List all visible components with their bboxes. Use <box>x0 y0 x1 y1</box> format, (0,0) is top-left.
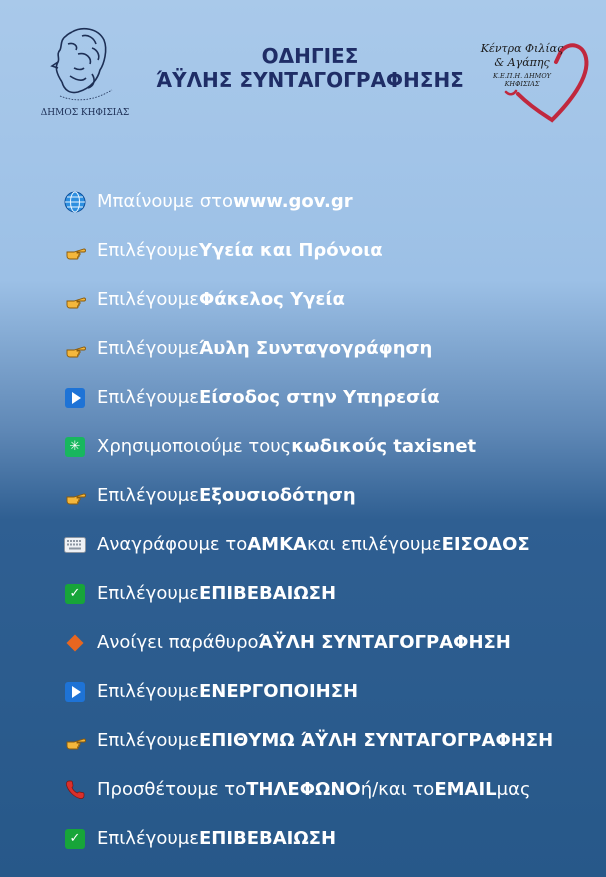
check-mark-icon: ✓ <box>64 583 86 605</box>
step-bold-text: κωδικούς taxisnet <box>291 436 477 457</box>
step-text: Προσθέτουμε το <box>97 779 247 800</box>
asterisk-icon: ✳ <box>64 436 86 458</box>
step-text: μας <box>496 779 531 800</box>
list-item <box>64 569 596 618</box>
steps-list <box>64 177 596 863</box>
pointing-hand-icon <box>64 240 86 262</box>
step-text: Επιλέγουμε <box>97 681 199 702</box>
list-item <box>64 667 596 716</box>
pointing-hand-icon <box>64 485 86 507</box>
step-bold-text: ΕΝΕΡΓΟΠΟΙΗΣΗ <box>198 681 359 702</box>
step-text: Μπαίνουμε στο <box>97 191 233 212</box>
step-text: Επιλέγουμε <box>97 289 199 310</box>
logo-text-line-3: Κ.Ε.Π.Η. ΔΗΜΟΥ ΚΗΦΙΣΙΑΣ <box>493 72 551 88</box>
step-bold-text: Είσοδος στην Υπηρεσία <box>198 387 440 408</box>
list-item <box>64 275 596 324</box>
step-text: Επιλέγουμε <box>97 485 199 506</box>
municipality-logo <box>40 24 130 124</box>
list-item <box>64 471 596 520</box>
globe-icon <box>64 191 86 213</box>
list-item <box>64 177 596 226</box>
list-item <box>64 814 596 863</box>
step-text: Αναγράφουμε το <box>97 534 248 555</box>
list-item <box>64 716 596 765</box>
step-text: Επιλέγουμε <box>97 828 199 849</box>
step-text: Επιλέγουμε <box>97 338 199 359</box>
step-text: ή/και το <box>360 779 435 800</box>
friendship-centers-logo <box>470 36 594 126</box>
pointing-hand-icon <box>64 289 86 311</box>
step-bold-text: ΕΠΙΒΕΒΑΙΩΣΗ <box>198 583 337 604</box>
list-item <box>64 422 596 471</box>
step-bold-text: ΕΠΙΒΕΒΑΙΩΣΗ <box>198 828 337 849</box>
play-button-icon <box>64 387 86 409</box>
step-text: Επιλέγουμε <box>97 387 199 408</box>
step-bold-text: Άυλη Συνταγογράφηση <box>198 338 433 359</box>
list-item <box>64 226 596 275</box>
logo-text-line-1: Κέντρα Φιλίας <box>480 42 564 55</box>
step-text: Επιλέγουμε <box>97 583 199 604</box>
step-bold-text: ΑΜΚΑ <box>247 534 307 555</box>
check-mark-icon: ✓ <box>64 828 86 850</box>
telephone-icon <box>64 779 86 801</box>
list-item <box>64 324 596 373</box>
pointing-hand-icon <box>64 338 86 360</box>
step-bold-text: Εξουσιοδότηση <box>198 485 356 506</box>
step-bold-text: ΤΗΛΕΦΩΝΟ <box>246 779 361 800</box>
step-bold-text: www.gov.gr <box>232 191 353 212</box>
list-item <box>64 520 596 569</box>
logo-text-line-2: & Αγάπης <box>494 56 550 69</box>
title-line-1: ΟΔΗΓΙΕΣ <box>261 44 359 68</box>
step-text: Επιλέγουμε <box>97 730 199 751</box>
list-item <box>64 765 596 814</box>
list-item <box>64 373 596 422</box>
step-bold-text: ΆΫΛΗ ΣΥΝΤΑΓΟΓΡΑΦΗΣΗ <box>258 632 511 653</box>
head-profile-icon <box>48 24 122 106</box>
step-bold-text: EMAIL <box>434 779 497 800</box>
step-bold-text: Υγεία και Πρόνοια <box>198 240 383 261</box>
step-bold-text: Φάκελος Υγεία <box>198 289 345 310</box>
step-text: Χρησιμοποιούμε τους <box>97 436 292 457</box>
orange-diamond-icon <box>64 632 86 654</box>
municipality-caption: ΔΗΜΟΣ ΚΗΦΙΣΙΑΣ <box>40 108 130 118</box>
title-line-2: ΆΫΛΗΣ ΣΥΝΤΑΓΟΓΡΑΦΗΣΗΣ <box>156 68 464 92</box>
step-text: Ανοίγει παράθυρο <box>97 632 259 653</box>
play-button-icon <box>64 681 86 703</box>
list-item <box>64 618 596 667</box>
step-text: και επιλέγουμε <box>306 534 442 555</box>
step-bold-text: ΕΙΣΟΔΟΣ <box>441 534 530 555</box>
step-bold-text: ΕΠΙΘΥΜΩ ΆΫΛΗ ΣΥΝΤΑΓΟΓΡΑΦΗΣΗ <box>198 730 554 751</box>
keyboard-icon <box>64 534 86 556</box>
step-text: Επιλέγουμε <box>97 240 199 261</box>
page-title <box>130 44 490 92</box>
pointing-hand-icon <box>64 730 86 752</box>
